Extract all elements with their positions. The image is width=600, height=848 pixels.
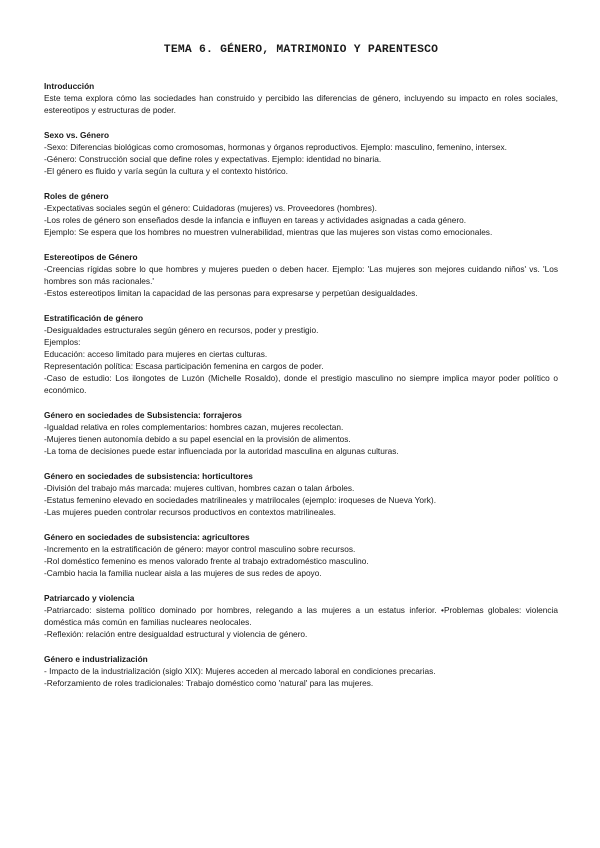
- section-paragraph: -La toma de decisiones puede estar influenciada por la autoridad masculina en algunas culturas.: [44, 446, 399, 456]
- section-paragraph: Ejemplos:: [44, 337, 81, 347]
- section-heading: Patriarcado y violencia: [44, 593, 135, 603]
- section: [44, 531, 558, 579]
- section-paragraph: -El género es fluido y varía según la cultura y el contexto histórico.: [44, 166, 288, 176]
- section-paragraph: -Creencias rígidas sobre lo que hombres y mujeres pueden o deben hacer. Ejemplo: 'Las mujeres son mejores cuidando niños' vs. 'Los hombres son más racionales.': [44, 264, 558, 286]
- section: [44, 653, 558, 689]
- section-paragraph: Ejemplo: Se espera que los hombres no muestren vulnerabilidad, mientras que las mujeres son vistas como emocionales.: [44, 227, 493, 237]
- section-paragraph: -Estatus femenino elevado en sociedades matrilineales y matrilocales (ejemplo: iroqueses de Nueva York).: [44, 495, 437, 505]
- section: [44, 251, 558, 299]
- sections-container: [44, 80, 558, 689]
- section-heading: Género e industrialización: [44, 654, 148, 664]
- section-heading: Género en sociedades de Subsistencia: forrajeros: [44, 410, 242, 420]
- section-paragraph: -Incremento en la estratificación de género: mayor control masculino sobre recursos.: [44, 544, 356, 554]
- section-paragraph: -Las mujeres pueden controlar recursos productivos en contextos matrilineales.: [44, 507, 336, 517]
- section-heading: Estereotipos de Género: [44, 252, 138, 262]
- section-paragraph: -División del trabajo más marcada: mujeres cultivan, hombres cazan o talan árboles.: [44, 483, 355, 493]
- section-paragraph: -Mujeres tienen autonomía debido a su papel esencial en la provisión de alimentos.: [44, 434, 351, 444]
- section-paragraph: -Expectativas sociales según el género: Cuidadoras (mujeres) vs. Proveedores (hombres).: [44, 203, 377, 213]
- section-heading: Introducción: [44, 81, 95, 91]
- section: [44, 409, 558, 457]
- section: [44, 312, 558, 396]
- section-paragraph: Representación política: Escasa participación femenina en cargos de poder.: [44, 361, 324, 371]
- section-paragraph: -Caso de estudio: Los ilongotes de Luzón (Michelle Rosaldo), donde el prestigio masculino no siempre implica mayor poder político o económico.: [44, 373, 558, 395]
- section-paragraph: -Cambio hacia la familia nuclear aisla a las mujeres de sus redes de apoyo.: [44, 568, 322, 578]
- section: [44, 470, 558, 518]
- section: [44, 80, 558, 116]
- section-heading: Sexo vs. Género: [44, 130, 110, 140]
- section-heading: Género en sociedades de subsistencia: agricultores: [44, 532, 250, 542]
- section-paragraph: - Impacto de la industrialización (siglo XIX): Mujeres acceden al mercado laboral en condiciones precarias.: [44, 666, 436, 676]
- section: [44, 129, 558, 177]
- section-paragraph: -Rol doméstico femenino es menos valorado frente al trabajo extradoméstico masculino.: [44, 556, 369, 566]
- section-paragraph: -Igualdad relativa en roles complementarios: hombres cazan, mujeres recolectan.: [44, 422, 344, 432]
- section-paragraph: -Género: Construcción social que define roles y expectativas. Ejemplo: identidad no binaria.: [44, 154, 382, 164]
- section-paragraph: -Reflexión: relación entre desigualdad estructural y violencia de género.: [44, 629, 308, 639]
- section-paragraph: Educación: acceso limitado para mujeres en ciertas culturas.: [44, 349, 268, 359]
- section-paragraph: Este tema explora cómo las sociedades han construido y percibido las diferencias de género, incluyendo su impacto en roles sociales, estereotipos y estructuras de poder.: [44, 93, 558, 115]
- page-title: TEMA 6. GÉNERO, MATRIMONIO Y PARENTESCO: [163, 44, 439, 56]
- section: [44, 592, 558, 640]
- section: [44, 190, 558, 238]
- section-paragraph: -Sexo: Diferencias biológicas como cromosomas, hormonas y órganos reproductivos. Ejemplo: masculino, femenino, intersex.: [44, 142, 507, 152]
- section-paragraph: -Patriarcado: sistema político dominado por hombres, relegando a las mujeres a un estatus inferior. •Problemas globales: violencia doméstica más común en familias nucleares neolocales.: [44, 605, 558, 627]
- section-paragraph: -Desigualdades estructurales según género en recursos, poder y prestigio.: [44, 325, 319, 335]
- section-heading: Género en sociedades de subsistencia: horticultores: [44, 471, 253, 481]
- section-paragraph: -Estos estereotipos limitan la capacidad de las personas para expresarse y perpetúan desigualdades.: [44, 288, 418, 298]
- section-heading: Estratificación de género: [44, 313, 144, 323]
- section-paragraph: -Reforzamiento de roles tradicionales: Trabajo doméstico como 'natural' para las mujeres.: [44, 678, 374, 688]
- section-heading: Roles de género: [44, 191, 109, 201]
- section-paragraph: -Los roles de género son enseñados desde la infancia e influyen en tareas y actividades asignadas a cada género.: [44, 215, 467, 225]
